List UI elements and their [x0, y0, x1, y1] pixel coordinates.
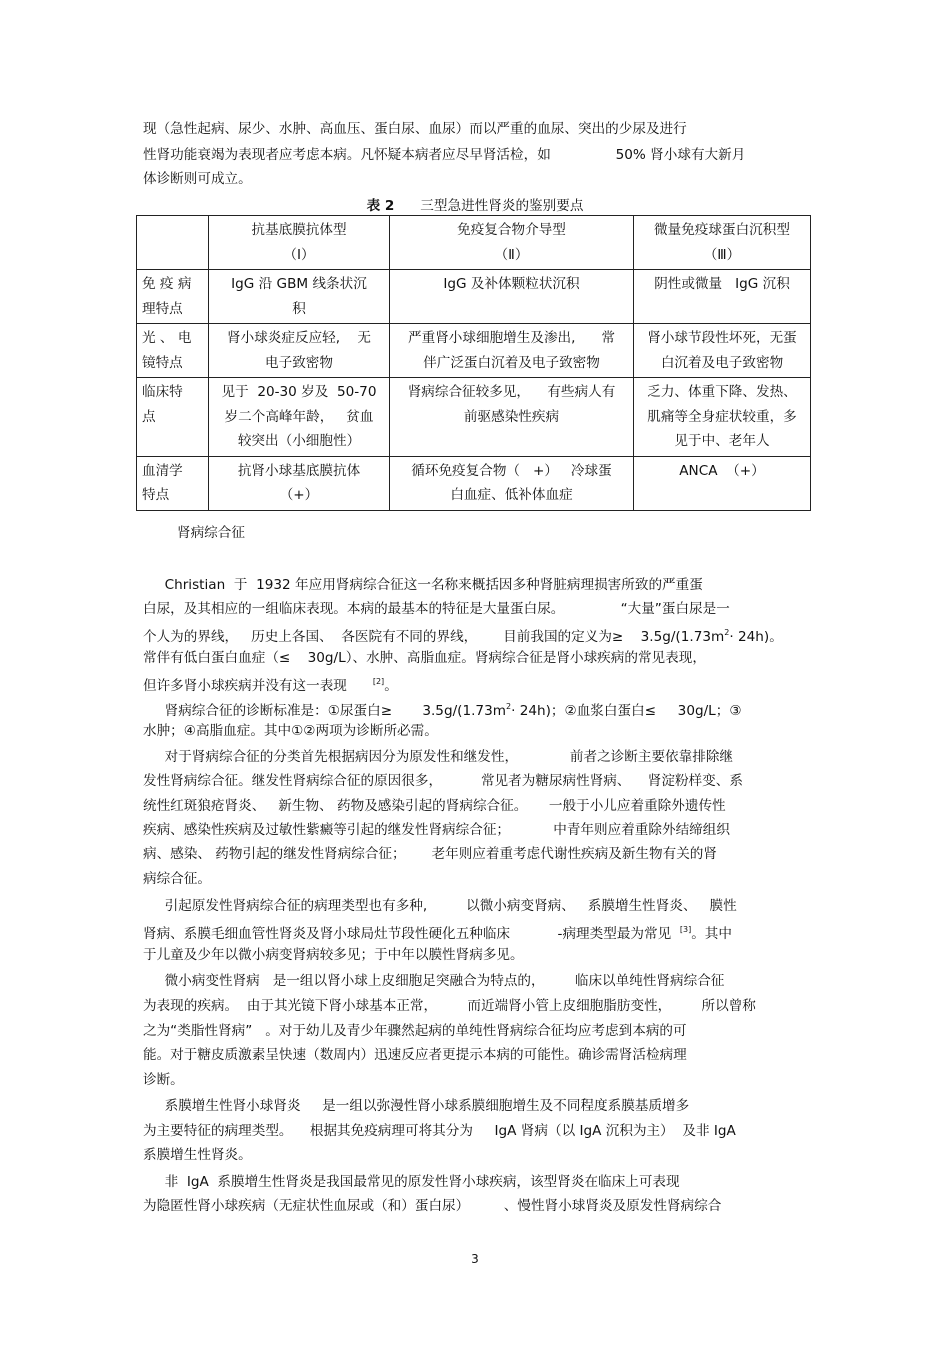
table-cell: 肾小球炎症反应轻, 无 电子致密物 [209, 324, 390, 378]
table-row-serology [137, 456, 811, 510]
citation-3: [3] [679, 925, 692, 934]
table-cell: ANCA （+） [634, 456, 811, 510]
body-line: 疾病、感染性疾病及过敏性紫癜等引起的继发性肾病综合征； 中青年则应着重除外结缔组织 [143, 822, 730, 838]
intro-line-1: 现（急性起病、尿少、水肿、高血压、蛋白尿、血尿）而以严重的血尿、突出的少尿及进行 [143, 121, 687, 137]
table-cell: 严重肾小球细胞增生及渗出, 常 伴广泛蛋白沉着及电子致密物 [390, 324, 634, 378]
section-heading: 肾病综合征 [177, 525, 245, 541]
body-line: 肾病、系膜毛细血管性肾炎及肾小球局灶节段性硬化五种临床 -病理类型最为常见 [3]。其中 [143, 925, 732, 942]
table-row-microscopy [137, 324, 811, 378]
header-type-1: 抗基底膜抗体型 （Ⅰ） [209, 216, 390, 270]
row-label: 血清学 特点 [137, 456, 209, 510]
table-row-clinical [137, 378, 811, 457]
body-line: 肾病综合征的诊断标准是：①尿蛋白≥ $3.5g/(1.73m^2\cdot 24h)$；②血浆白蛋白≤ 30g/L；③ [143, 702, 742, 719]
body-line: 病综合征。 [143, 871, 211, 887]
table-header-row [137, 216, 811, 270]
header-type-3: 微量免疫球蛋白沉积型 （Ⅲ） [634, 216, 811, 270]
intro-line-2: 性肾功能衰竭为表现者应考虑本病。凡怀疑本病者应尽早肾活检，如 50% 肾小球有大新月 [143, 147, 746, 163]
body-line: 为表现的疾病。 由于其光镜下肾小球基本正常， 而近端肾小管上皮细胞脂肪变性， 所以曾称 [143, 998, 756, 1014]
table-cell: 抗肾小球基底膜抗体 （+） [209, 456, 390, 510]
body-line: 非 IgA 系膜增生性肾炎是我国最常见的原发性肾小球疾病，该型肾炎在临床上可表现 [143, 1174, 680, 1190]
body-line: 但许多肾小球疾病并没有这一表现 [2]。 [143, 677, 398, 694]
intro-line-3: 体诊断则可成立。 [143, 171, 252, 187]
table-cell: 循环免疫复合物（ +） 冷球蛋 白血症、低补体血症 [390, 456, 634, 510]
body-line: 系膜增生性肾小球肾炎 是一组以弥漫性肾小球系膜细胞增生及不同程度系膜基质增多 [143, 1098, 690, 1114]
body-line: 系膜增生性肾炎。 [143, 1147, 252, 1163]
row-label: 临床特 点 [137, 378, 209, 457]
body-line: 为主要特征的病理类型。 根据其免疫病理可将其分为 IgA 肾病（以 IgA 沉积为主） 及非 IgA [143, 1123, 736, 1139]
table-cell: 阴性或微量 IgG 沉积 [634, 270, 811, 324]
header-type-2: 免疫复合物介导型 （Ⅱ） [390, 216, 634, 270]
table-cell: IgG 沿 GBM 线条状沉 积 [209, 270, 390, 324]
table-cell: 见于 20-30 岁及 50-70 岁二个高峰年龄， 贫血 较突出（小细胞性） [209, 378, 390, 457]
body-line: 常伴有低白蛋白血症（≤ 30g/L）、水肿、高脂血症。肾病综合征是肾小球疾病的常见表现， [143, 650, 706, 666]
table-caption-label: 表 2 [366, 198, 395, 214]
body-line: 统性红斑狼疮肾炎、 新生物、 药物及感染引起的肾病综合征。 一般于小儿应着重除外遗传性 [143, 798, 726, 814]
table-cell: 肾小球节段性坏死，无蛋 白沉着及电子致密物 [634, 324, 811, 378]
body-line: 白尿，及其相应的一组临床表现。本病的最基本的特征是大量蛋白尿。 “大量”蛋白尿是一 [143, 601, 730, 617]
body-line: 之为“类脂性肾病” 。对于幼儿及青少年骤然起病的单纯性肾病综合征均应考虑到本病的可 [143, 1023, 687, 1039]
row-label: 免 疫 病 理特点 [137, 270, 209, 324]
body-line: 病、感染、 药物引起的继发性肾病综合征； 老年则应着重考虑代谢性疾病及新生物有关的肾 [143, 846, 717, 862]
table-corner-cell [137, 216, 209, 270]
citation-2: [2] [372, 677, 385, 686]
body-line: 能。对于糖皮质激素呈快速（数周内）迅速反应者更提示本病的可能性。确诊需肾活检病理 [143, 1047, 687, 1063]
body-line: 对于肾病综合征的分类首先根据病因分为原发性和继发性， 前者之诊断主要依靠排除继 [143, 749, 734, 765]
table-caption-title: 三型急进性肾炎的鉴别要点 [420, 198, 584, 214]
body-line: 微小病变性肾病 是一组以肾小球上皮细胞足突融合为特点的， 临床以单纯性肾病综合征 [143, 973, 725, 989]
body-line: 个人为的界线， 历史上各国、 各医院有不同的界线， 目前我国的定义为≥ $3.5g/(1.73m^2\cdot 24h)$。 [143, 628, 783, 645]
rpgn-differential-table [136, 215, 811, 511]
body-line: 发性肾病综合征。继发性肾病综合征的原因很多， 常见者为糖尿病性肾病、 肾淀粉样变、系 [143, 773, 743, 789]
page-number: 3 [471, 1252, 479, 1266]
body-line: 于儿童及少年以微小病变肾病较多见；于中年以膜性肾病多见。 [143, 947, 524, 963]
body-line: 水肿；④高脂血症。其中①②两项为诊断所必需。 [143, 723, 438, 739]
body-line: Christian 于 1932 年应用肾病综合征这一名称来概括因多种肾脏病理损害所致的严重蛋 [143, 577, 703, 593]
body-line: 引起原发性肾病综合征的病理类型也有多种, 以微小病变肾病、 系膜增生性肾炎、 膜性 [143, 898, 737, 914]
table-caption [0, 194, 950, 214]
table-row-immunopathology [137, 270, 811, 324]
table-cell: 肾病综合征较多见， 有些病人有 前驱感染性疾病 [390, 378, 634, 457]
body-line: 为隐匿性肾小球疾病（无症状性血尿或（和）蛋白尿） 、慢性肾小球肾炎及原发性肾病综合 [143, 1198, 722, 1214]
table-cell: IgG 及补体颗粒状沉积 [390, 270, 634, 324]
body-line: 诊断。 [143, 1072, 184, 1088]
row-label: 光 、 电 镜特点 [137, 324, 209, 378]
table-cell: 乏力、体重下降、发热、 肌痛等全身症状较重，多 见于中、老年人 [634, 378, 811, 457]
